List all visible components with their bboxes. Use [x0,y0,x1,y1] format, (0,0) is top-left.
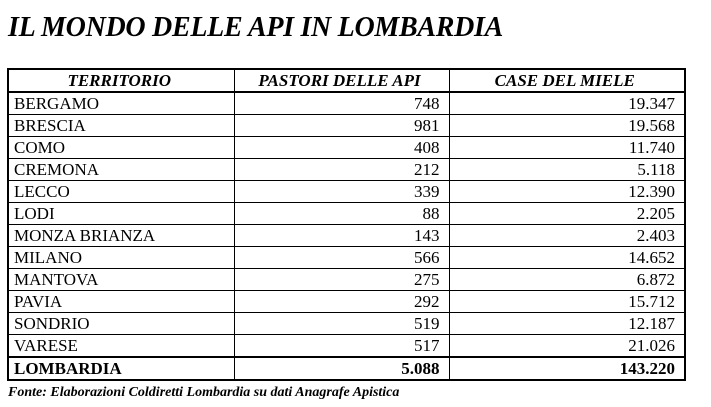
table-row [8,247,685,269]
pastori-cell: 408 [234,137,449,159]
territorio-cell: LECCO [8,181,234,203]
api-data-table [7,68,686,381]
table-body [8,92,685,380]
table-row [8,159,685,181]
territorio-cell: LODI [8,203,234,225]
case-miele-cell: 5.118 [449,159,685,181]
pastori-cell: 748 [234,92,449,115]
case-miele-cell: 21.026 [449,335,685,358]
territorio-cell: MILANO [8,247,234,269]
territorio-cell: LOMBARDIA [8,357,234,380]
pastori-cell: 88 [234,203,449,225]
table-row [8,115,685,137]
pastori-cell: 981 [234,115,449,137]
table-row [8,203,685,225]
territorio-cell: COMO [8,137,234,159]
territorio-cell: PAVIA [8,291,234,313]
case-miele-cell: 19.347 [449,92,685,115]
pastori-cell: 275 [234,269,449,291]
page-title: IL MONDO DELLE API IN LOMBARDIA [8,12,504,43]
table-row [8,137,685,159]
case-miele-cell: 19.568 [449,115,685,137]
pastori-cell: 339 [234,181,449,203]
case-miele-cell: 2.205 [449,203,685,225]
case-miele-cell: 12.187 [449,313,685,335]
territorio-cell: MANTOVA [8,269,234,291]
pastori-cell: 143 [234,225,449,247]
case-miele-cell: 6.872 [449,269,685,291]
header-territorio: TERRITORIO [8,69,234,92]
case-miele-cell: 11.740 [449,137,685,159]
pastori-cell: 566 [234,247,449,269]
case-miele-cell: 2.403 [449,225,685,247]
territorio-cell: SONDRIO [8,313,234,335]
table-row [8,181,685,203]
header-row [8,69,685,92]
pastori-cell: 292 [234,291,449,313]
territorio-cell: CREMONA [8,159,234,181]
table-row [8,291,685,313]
table-row [8,313,685,335]
case-miele-cell: 12.390 [449,181,685,203]
territorio-cell: BRESCIA [8,115,234,137]
case-miele-cell: 14.652 [449,247,685,269]
case-miele-cell: 15.712 [449,291,685,313]
territorio-cell: BERGAMO [8,92,234,115]
pastori-cell: 212 [234,159,449,181]
source-note: Fonte: Elaborazioni Coldiretti Lombardia su dati Anagrafe Apistica [8,385,400,400]
table-row [8,92,685,115]
table-row [8,269,685,291]
table-header [8,69,685,92]
pastori-cell: 5.088 [234,357,449,380]
table-row [8,335,685,358]
header-case-del-miele: CASE DEL MIELE [449,69,685,92]
case-miele-cell: 143.220 [449,357,685,380]
header-pastori-delle-api: PASTORI DELLE API [234,69,449,92]
pastori-cell: 519 [234,313,449,335]
territorio-cell: VARESE [8,335,234,358]
pastori-cell: 517 [234,335,449,358]
territorio-cell: MONZA BRIANZA [8,225,234,247]
table-row [8,225,685,247]
total-row [8,357,685,380]
